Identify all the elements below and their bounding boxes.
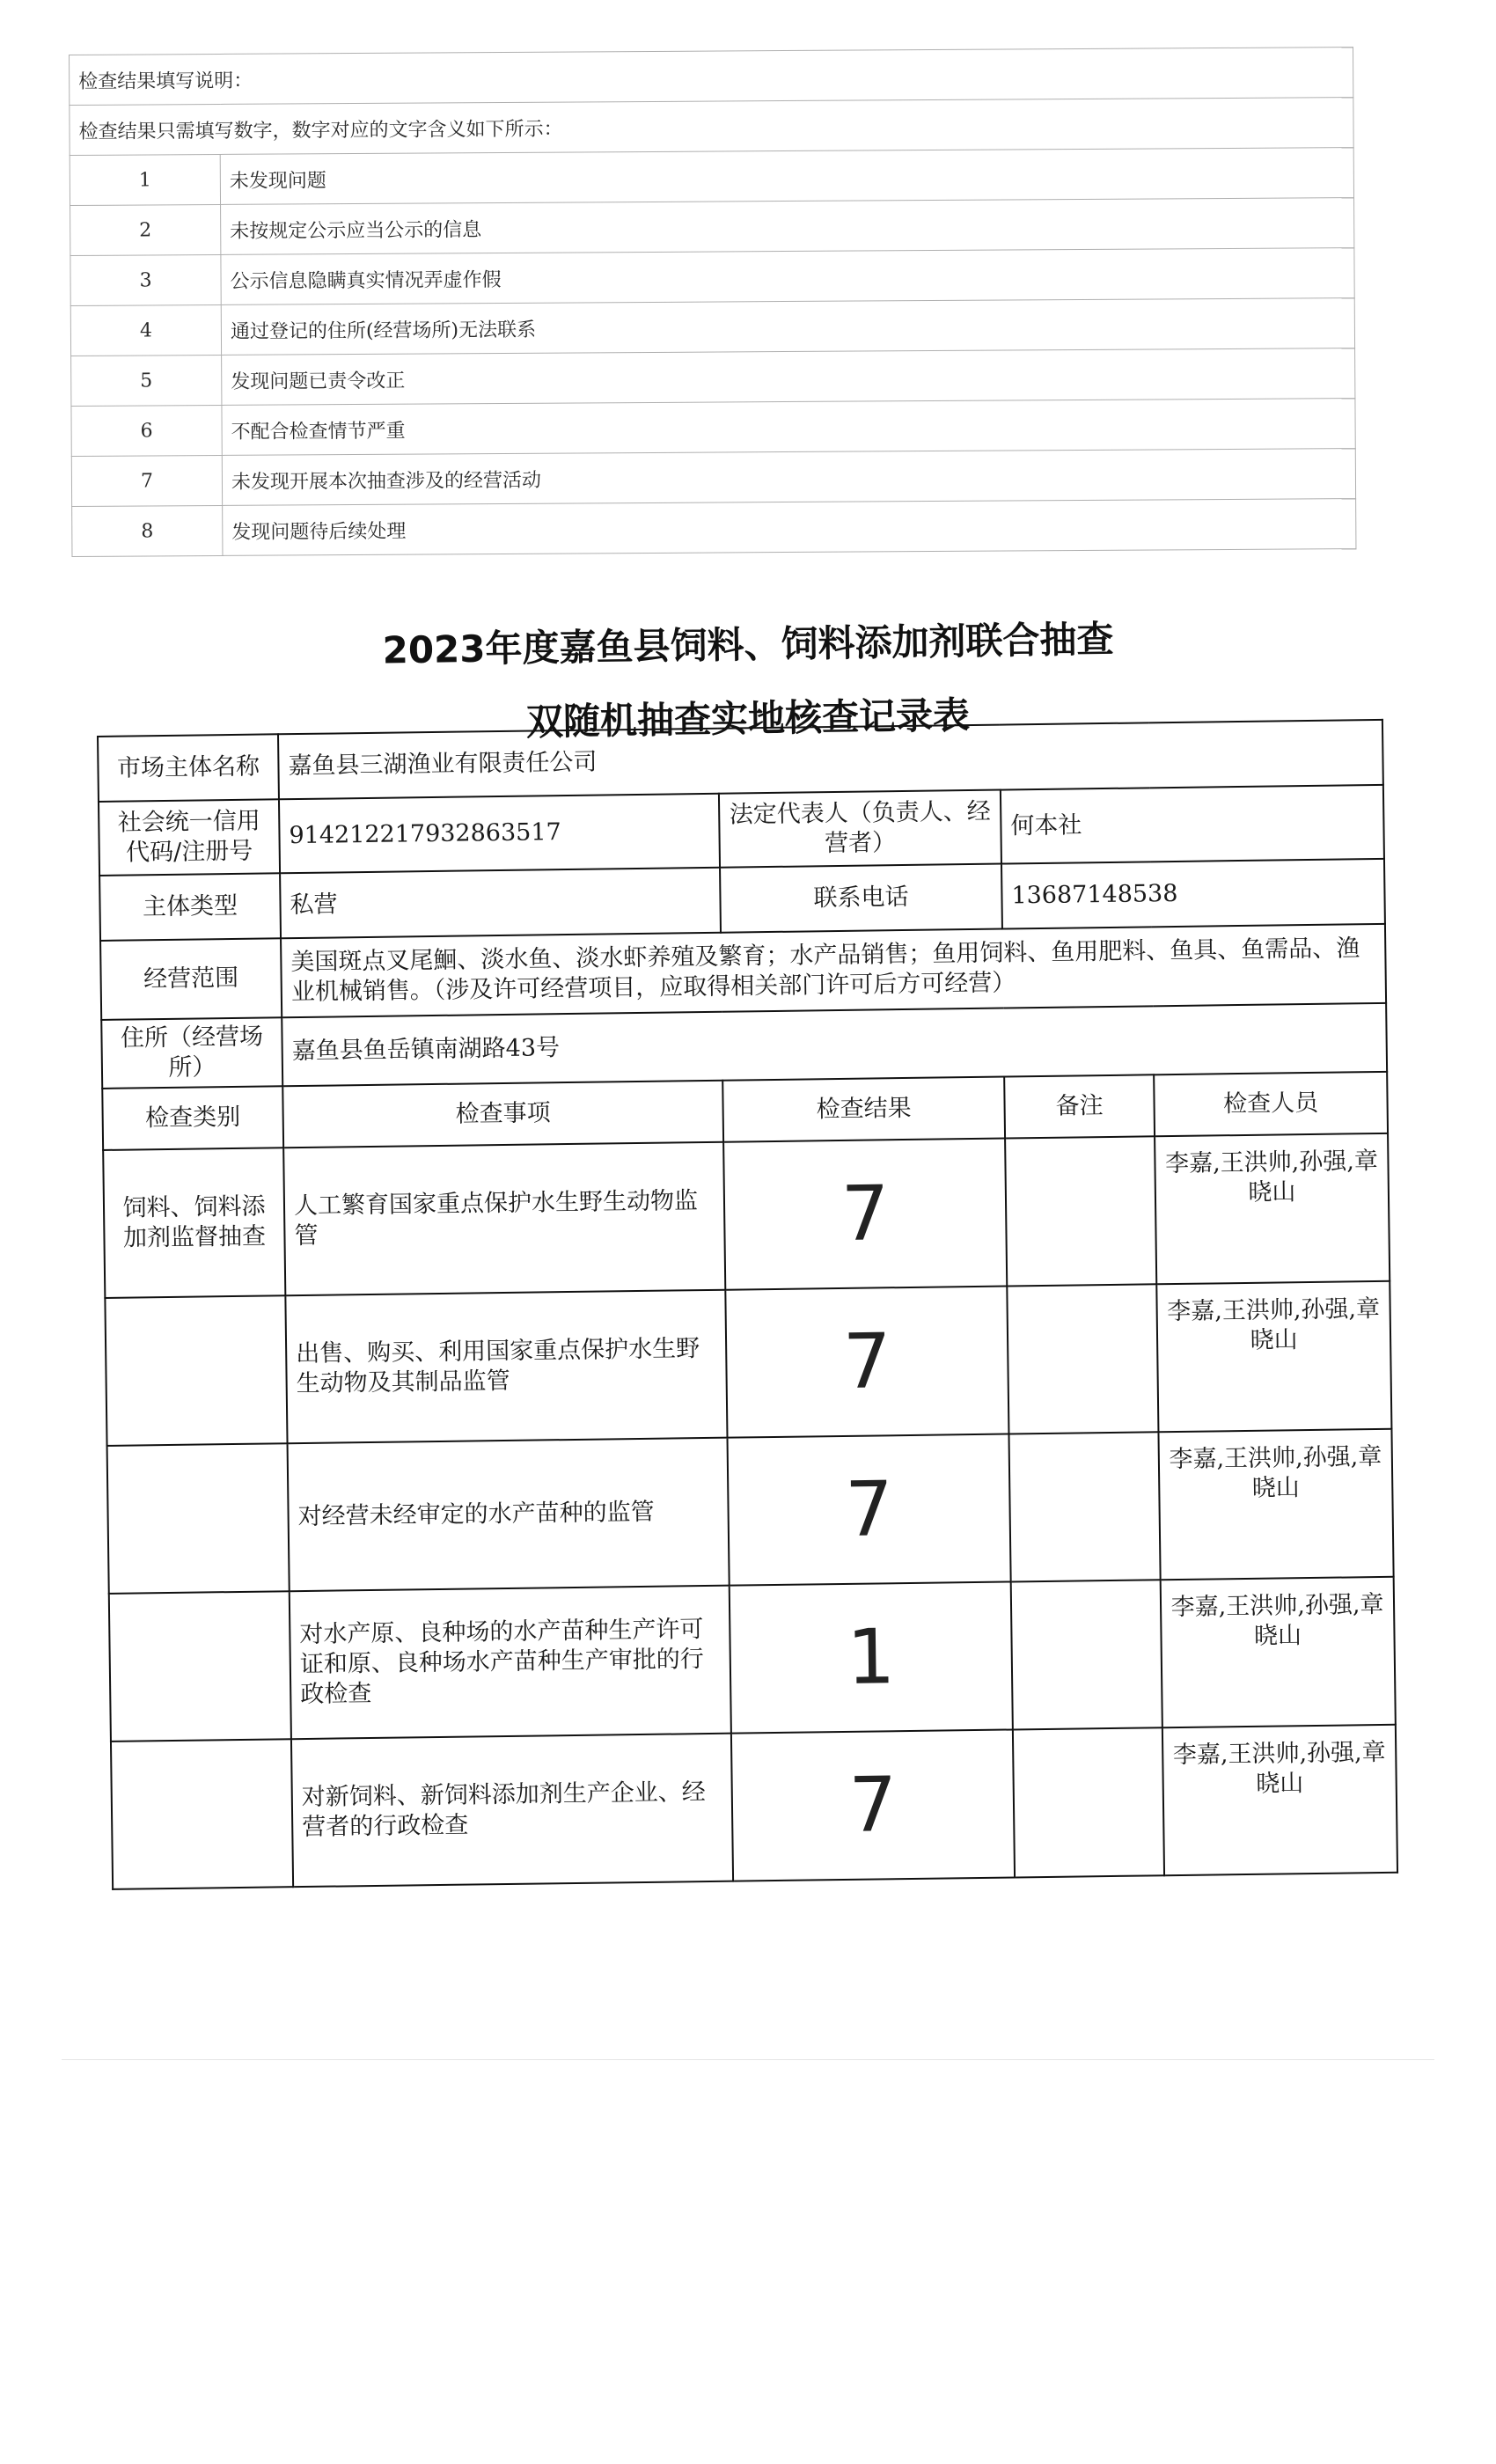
item-header: 检查事项 — [282, 1081, 723, 1148]
legend-row — [70, 148, 1353, 206]
entity-type-label: 主体类型 — [99, 873, 281, 941]
credit-code-value: 914212217932863517 — [279, 794, 720, 874]
inspection-staff: 李嘉,王洪帅,孙强,章晓山 — [1162, 1725, 1397, 1875]
inspection-note — [1008, 1432, 1160, 1581]
inspection-row — [111, 1725, 1397, 1889]
legend-row — [70, 248, 1354, 306]
inspection-staff: 李嘉,王洪帅,孙强,章晓山 — [1158, 1429, 1393, 1580]
legend-row — [71, 348, 1355, 407]
inspection-staff: 李嘉,王洪帅,孙强,章晓山 — [1161, 1577, 1396, 1727]
entity-name-label: 市场主体名称 — [98, 734, 279, 802]
inspection-result: 1 — [730, 1581, 1013, 1733]
result-header: 检查结果 — [722, 1077, 1005, 1142]
scan-edge-line — [62, 2059, 1434, 2060]
legend-num: 5 — [71, 355, 222, 406]
legend-row — [72, 499, 1356, 557]
document-subtitle: 双随机抽查实地核查记录表 — [525, 693, 971, 744]
document-title: 2023年度嘉鱼县饲料、饲料添加剂联合抽查 — [382, 617, 1114, 672]
legend-num: 2 — [70, 204, 221, 255]
address-label: 住所（经营场所） — [101, 1017, 282, 1089]
inspection-row — [109, 1577, 1396, 1742]
inspection-category: 饲料、饲料添加剂监督抽查 — [103, 1148, 285, 1298]
inspection-staff: 李嘉,王洪帅,孙强,章晓山 — [1156, 1281, 1391, 1432]
phone-label: 联系电话 — [720, 864, 1002, 933]
legend-text: 未发现开展本次抽查涉及的经营活动 — [222, 449, 1355, 506]
legend-text: 发现问题已责令改正 — [222, 348, 1355, 406]
legend-num: 8 — [72, 505, 223, 556]
inspection-row — [107, 1429, 1394, 1594]
inspection-item: 人工繁育国家重点保护水生野生动物监管 — [283, 1142, 725, 1296]
legend-text: 公示信息隐瞒真实情况弄虚作假 — [221, 248, 1354, 305]
legend-header-row — [70, 48, 1353, 106]
inspection-item: 对水产原、良种场的水产苗种生产许可证和原、良种场水产苗种生产审批的行政检查 — [290, 1586, 731, 1740]
legend-text: 发现问题待后续处理 — [223, 499, 1356, 556]
legend-row — [70, 198, 1354, 256]
legend-text: 未发现问题 — [220, 148, 1353, 205]
inspection-category-empty — [111, 1739, 293, 1889]
legend-text: 不配合检查情节严重 — [222, 399, 1355, 456]
business-scope-label: 经营范围 — [100, 938, 282, 1020]
legend-num: 4 — [70, 304, 221, 356]
legend-header-2: 检查结果只需填写数字，数字对应的文字含义如下所示： — [70, 98, 1353, 156]
legend-row — [71, 399, 1355, 457]
inspection-note — [1011, 1580, 1162, 1729]
inspection-result: 7 — [728, 1434, 1011, 1586]
inspection-result: 7 — [725, 1287, 1008, 1438]
inspection-item: 出售、购买、利用国家重点保护水生野生动物及其制品监管 — [285, 1290, 727, 1444]
legend-header-row — [70, 98, 1353, 156]
result-legend-table — [69, 47, 1356, 557]
legend-text: 未按规定公示应当公示的信息 — [221, 198, 1354, 255]
legend-row — [71, 449, 1355, 507]
address-value: 嘉鱼县鱼岳镇南湖路43号 — [282, 1003, 1387, 1086]
note-header: 备注 — [1004, 1074, 1155, 1138]
legend-row — [70, 298, 1354, 356]
legal-rep-label: 法定代表人（负责人、经营者） — [719, 790, 1001, 868]
inspection-item: 对新饲料、新饲料添加剂生产企业、经营者的行政检查 — [291, 1734, 733, 1888]
inspection-result: 7 — [731, 1729, 1015, 1881]
entity-type-value: 私营 — [280, 868, 721, 939]
legal-rep-value: 何本社 — [1001, 785, 1384, 864]
phone-value: 13687148538 — [1001, 859, 1385, 929]
legend-num: 1 — [70, 154, 220, 205]
legend-num: 6 — [71, 405, 222, 456]
inspection-category-empty — [109, 1591, 291, 1742]
inspection-category-empty — [105, 1295, 287, 1446]
inspection-record-table — [97, 719, 1398, 1890]
entity-name-value: 嘉鱼县三湖渔业有限责任公司 — [278, 720, 1383, 799]
inspection-item: 对经营未经审定的水产苗种的监管 — [288, 1438, 730, 1592]
credit-code-label: 社会统一信用代码/注册号 — [99, 799, 280, 876]
inspection-row — [103, 1133, 1390, 1298]
legend-num: 7 — [71, 455, 222, 506]
category-header: 检查类别 — [102, 1086, 283, 1150]
inspection-result: 7 — [723, 1139, 1007, 1290]
legend-num: 3 — [70, 254, 221, 305]
legend-text: 通过登记的住所(经营场所)无法联系 — [221, 298, 1354, 356]
inspection-row — [105, 1281, 1391, 1446]
legend-header-1: 检查结果填写说明： — [70, 48, 1353, 106]
inspection-category-empty — [107, 1443, 290, 1594]
inspection-note — [1005, 1136, 1156, 1286]
inspection-note — [1007, 1284, 1158, 1434]
inspection-note — [1013, 1727, 1164, 1877]
business-scope-value: 美国斑点叉尾鮰、淡水鱼、淡水虾养殖及繁育；水产品销售；鱼用饲料、鱼用肥料、鱼具、鱼需品、渔业机械销售。（涉及许可经营项目，应取得相关部门许可后方可经营） — [281, 924, 1386, 1017]
inspectors-header: 检查人员 — [1154, 1072, 1388, 1136]
inspection-staff: 李嘉,王洪帅,孙强,章晓山 — [1155, 1133, 1390, 1284]
